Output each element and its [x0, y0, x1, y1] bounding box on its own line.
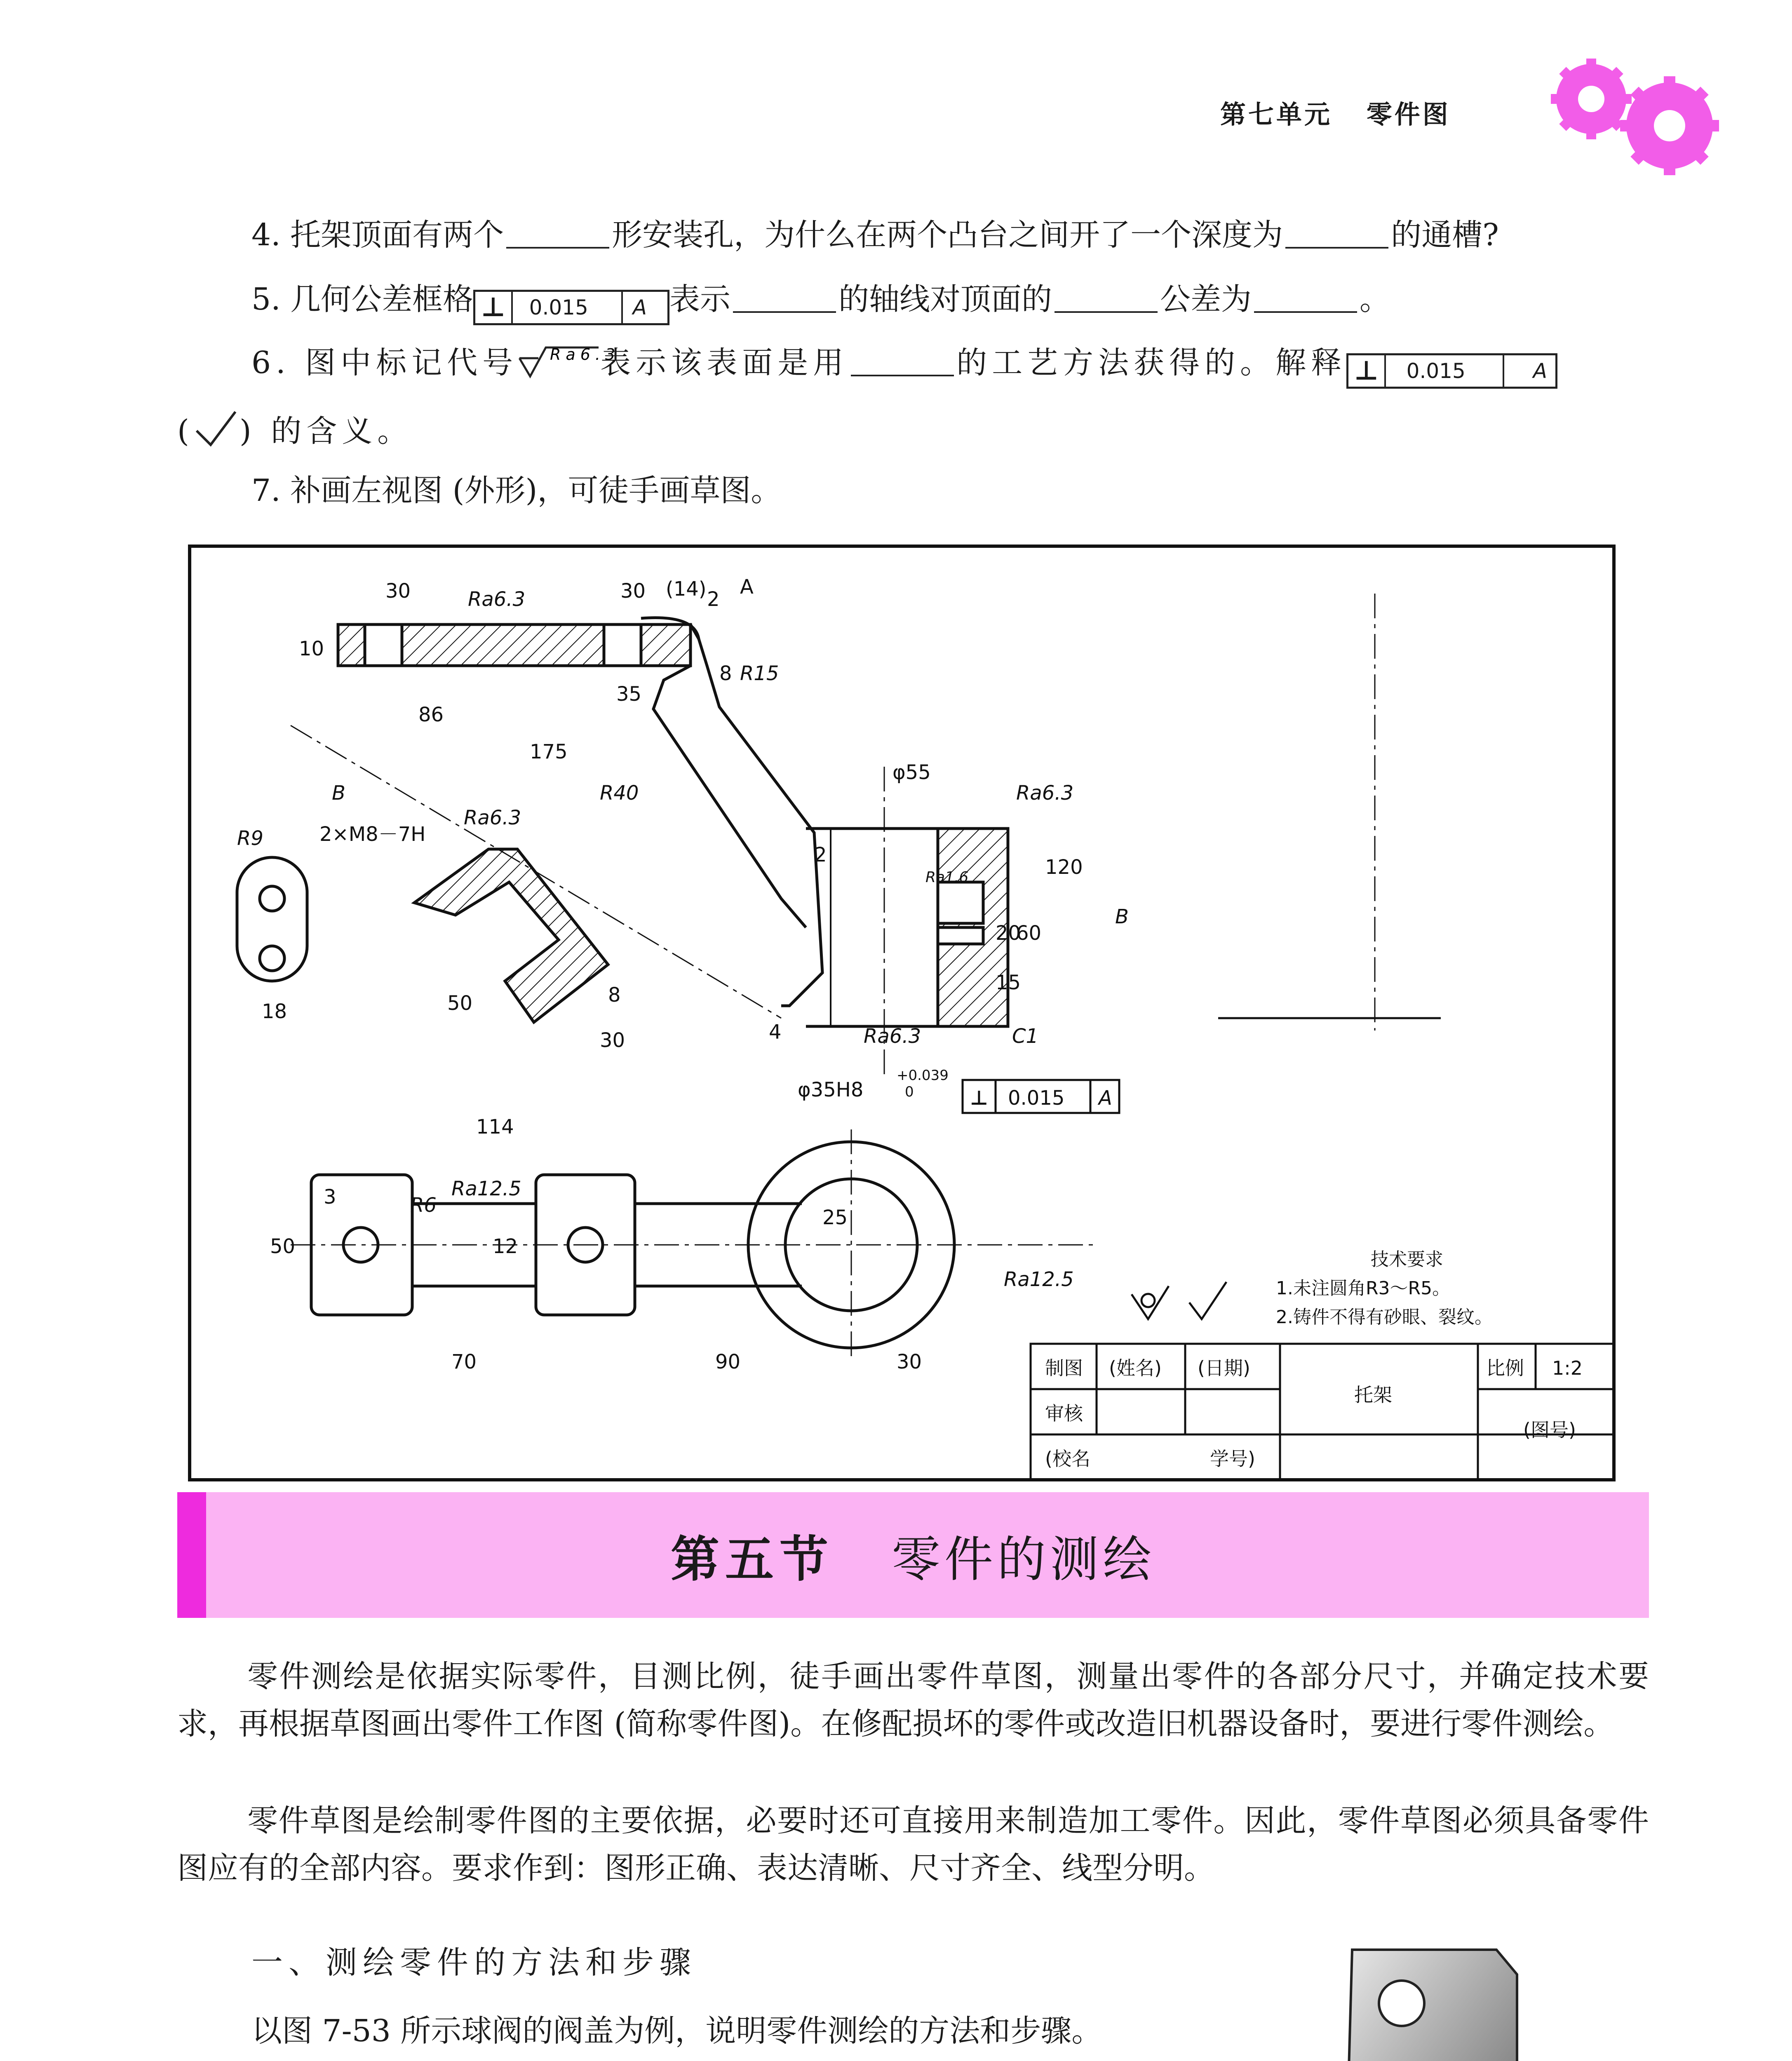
roughness-label: Ra6.3: [1016, 782, 1074, 805]
dim-label: 8: [608, 984, 621, 1007]
dim-label: 70: [451, 1350, 477, 1373]
section-banner: [177, 1492, 1649, 1618]
unit-header: [1220, 94, 1451, 131]
answer-blank[interactable]: [733, 286, 836, 313]
title-block-cell: 比例: [1486, 1357, 1524, 1379]
answer-blank[interactable]: [851, 350, 954, 376]
roughness-check-icon: [194, 410, 240, 447]
q4-text-1: 4. 托架顶面有两个: [251, 217, 504, 253]
tolerance-value: 0.015: [1386, 355, 1504, 387]
q5-text-2: 表示: [669, 282, 730, 317]
dim-label: 114: [476, 1115, 514, 1138]
dim-label: 2: [814, 843, 827, 866]
roughness-value: Ra6.3: [550, 345, 620, 364]
perpendicularity-icon: ⊥: [1348, 355, 1386, 387]
question-7: 7. 补画左视图 (外形)，可徒手画草图。: [251, 473, 782, 508]
question-4: [251, 214, 1499, 256]
tolerance-upper: +0.039: [897, 1067, 949, 1084]
title-block-cell: 制图: [1045, 1357, 1083, 1379]
chapter-title: 零件图: [1366, 99, 1451, 129]
tolerance-frame: [1346, 353, 1557, 389]
roughness-label: Ra12.5: [451, 1177, 521, 1200]
dim-label: R40: [600, 782, 639, 805]
perpendicularity-icon: ⊥: [475, 292, 513, 323]
q6-paren-open: (: [177, 413, 194, 449]
q6-text-2: 表示该表面是用: [600, 345, 849, 380]
dim-label: 60: [1016, 922, 1042, 945]
general-roughness-icon: [1132, 1282, 1226, 1319]
dim-label: 10: [299, 637, 324, 660]
roughness-label: Ra1.6: [925, 869, 969, 886]
datum-label: A: [1533, 359, 1547, 383]
answer-blank[interactable]: [1285, 222, 1388, 249]
subsection-heading: 一、测绘零件的方法和步骤: [251, 1944, 697, 1981]
dim-label: 30: [600, 1029, 625, 1052]
drawing-border: [190, 546, 1614, 1480]
dim-label: 30: [385, 580, 411, 603]
rib-section-view: [414, 849, 608, 1022]
datum-label: A: [740, 575, 754, 599]
paragraph: 零件草图是绘制零件图的主要依据，必要时还可直接用来制造加工零件。因此，零件草图必须具备零件图应有的全部内容。要求作到：图形正确、表达清晰、尺寸齐全、线型分明。: [177, 1803, 1649, 1886]
valve-cover-image: [1323, 1941, 1612, 2061]
title-block-cell: 审核: [1045, 1402, 1083, 1425]
question-5: [251, 279, 1390, 325]
title-block-cell: (姓名): [1109, 1357, 1162, 1379]
roughness-label: Ra6.3: [464, 806, 521, 829]
title-block-cell: 学号): [1210, 1448, 1255, 1470]
paragraph: 零件测绘是依据实际零件，目测比例，徒手画出零件草图，测量出零件的各部分尺寸，并确定技术要求，再根据草图画出零件工作图 (简称零件图)。在修配损坏的零件或改造旧机器设备时，要进行零件测绘。: [177, 1659, 1649, 1742]
dim-label: 120: [1045, 856, 1083, 879]
section-title: 零件的测绘: [892, 1530, 1156, 1588]
q6-text-1: 6. 图中标记代号: [251, 345, 518, 380]
section-accent-bar: [177, 1492, 206, 1618]
q6-text-3: 的工艺方法获得的。解释: [956, 345, 1347, 380]
roughness-label: Ra6.3: [468, 588, 526, 611]
roughness-label: Ra6.3: [864, 1025, 921, 1048]
answer-blank[interactable]: [1055, 286, 1158, 313]
tolerance-value: 0.015: [513, 292, 623, 323]
title-block-cell: (图号): [1523, 1419, 1576, 1441]
q6-text-4: ) 的含义。: [239, 413, 413, 449]
slot-detail-view: [237, 857, 307, 981]
section-number: 第五节: [670, 1530, 834, 1588]
q5-text-4: 公差为: [1160, 282, 1252, 317]
dim-label: 35: [616, 683, 642, 706]
answer-blank[interactable]: [506, 222, 609, 249]
tolerance-frame: [473, 290, 669, 325]
paragraph: 以图 7-53 所示球阀的阀盖为例，说明零件测绘的方法和步骤。: [251, 2013, 1102, 2049]
dim-label: 15: [996, 971, 1021, 994]
view-label: B: [332, 782, 345, 805]
view-label: B: [1115, 905, 1129, 928]
dim-label: 30: [897, 1350, 922, 1373]
q5-text-3: 的轴线对顶面的: [838, 282, 1052, 317]
answer-blank[interactable]: [1254, 286, 1357, 313]
question-6: [251, 342, 1557, 389]
tech-req-title: 技术要求: [1371, 1249, 1443, 1270]
dim-label: 30: [620, 580, 646, 603]
gear-decoration-icon: [1534, 54, 1731, 177]
dim-label: 50: [447, 992, 473, 1015]
dim-label: 8: [719, 662, 732, 685]
main-view: [338, 618, 1008, 1026]
dim-label: 175: [530, 740, 568, 763]
datum-label: A: [1099, 1087, 1112, 1110]
dim-label: 18: [262, 1000, 287, 1023]
bracket-drawing: [188, 544, 1618, 1484]
tech-req-line: 2.铸件不得有砂眼、裂纹。: [1276, 1307, 1493, 1328]
dim-label: 2: [707, 588, 720, 611]
datum-label: A: [632, 296, 647, 319]
title-block-cell: (日期): [1198, 1357, 1250, 1379]
dim-label: φ35H8: [798, 1078, 864, 1101]
dim-label: 4: [769, 1021, 782, 1044]
dim-label: (14): [666, 577, 707, 601]
dim-label: 3: [324, 1185, 336, 1209]
center-lines: [291, 594, 1375, 1360]
dim-label: R15: [740, 662, 779, 685]
dim-label: 25: [822, 1206, 848, 1229]
dim-label: 20: [996, 922, 1021, 945]
tolerance-lower: 0: [905, 1084, 914, 1100]
roughness-symbol-icon: [518, 345, 620, 379]
dim-label: φ55: [892, 761, 931, 784]
question-6-cont: [177, 410, 413, 452]
q4-text-3: 的通槽?: [1391, 217, 1499, 253]
dim-label: R9: [237, 827, 263, 850]
thread-label: 2×M8－7H: [319, 823, 426, 846]
dim-label: 12: [493, 1235, 518, 1258]
perpendicularity-icon: ⊥: [970, 1087, 988, 1110]
dim-label: 50: [270, 1235, 296, 1258]
part-name: 托架: [1354, 1384, 1392, 1406]
dim-label: 90: [715, 1350, 741, 1373]
dim-label: 86: [418, 703, 444, 726]
title-block-cell: (校名: [1045, 1448, 1090, 1470]
roughness-label: Ra12.5: [1004, 1268, 1074, 1291]
tech-req-line: 1.未注圆角R3～R5。: [1276, 1278, 1451, 1299]
dim-label: R6: [410, 1194, 437, 1217]
unit-label: 第七单元: [1220, 99, 1333, 129]
q4-text-2: 形安装孔，为什么在两个凸台之间开了一个深度为: [612, 217, 1283, 253]
dim-label: C1: [1012, 1025, 1039, 1048]
q5-text-1: 5. 几何公差框格: [251, 282, 474, 317]
q5-text-5: 。: [1360, 282, 1390, 317]
drawing-scale: 1:2: [1552, 1357, 1583, 1379]
tolerance-value: 0.015: [1008, 1087, 1065, 1110]
section-heading: [177, 1492, 1649, 1618]
